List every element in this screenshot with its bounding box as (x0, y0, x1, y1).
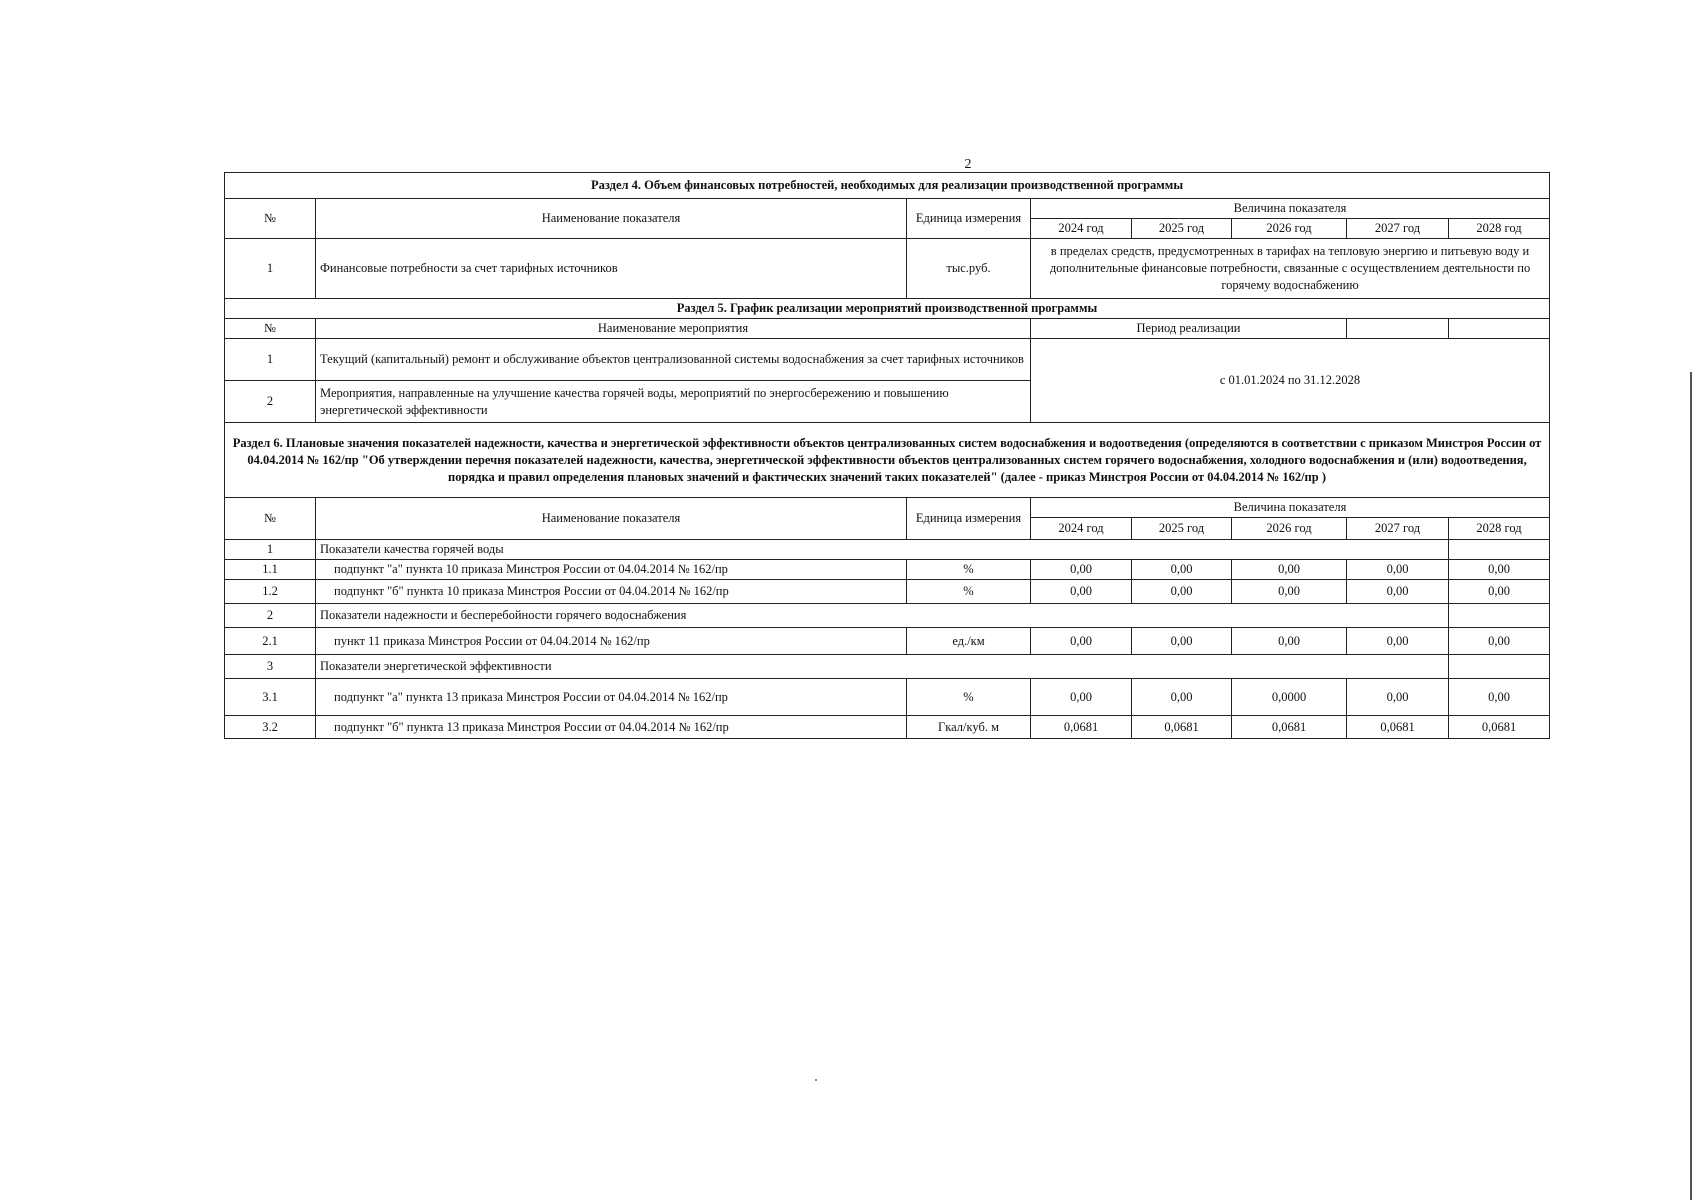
indicator-value: 0,0681 (1449, 716, 1550, 739)
section6-year: 2025 год (1132, 518, 1232, 540)
document-body (224, 172, 1549, 739)
indicator-no: 3.1 (225, 679, 316, 716)
indicator-value: 0,00 (1031, 679, 1132, 716)
indicator-value: 0,00 (1449, 679, 1550, 716)
section4-row-name: Финансовые потребности за счет тарифных источников (316, 239, 907, 299)
section6-year: 2024 год (1031, 518, 1132, 540)
section5-col-period: Период реализации (1031, 319, 1347, 339)
indicator-value: 0,00 (1132, 679, 1232, 716)
indicator-value: 0,00 (1232, 628, 1347, 655)
indicator-value: 0,0000 (1232, 679, 1347, 716)
section4-col-no: № (225, 199, 316, 239)
indicator-name: подпункт "а" пункта 10 приказа Минстроя России от 04.04.2014 № 162/пр (316, 560, 907, 580)
section6-year: 2027 год (1347, 518, 1449, 540)
group-name: Показатели надежности и бесперебойности горячего водоснабжения (316, 604, 1449, 628)
section4-row-unit: тыс.руб. (907, 239, 1031, 299)
indicator-no: 1.1 (225, 560, 316, 580)
indicator-name: подпункт "а" пункта 13 приказа Минстроя России от 04.04.2014 № 162/пр (316, 679, 907, 716)
indicator-value: 0,00 (1232, 560, 1347, 580)
indicator-value: 0,00 (1347, 560, 1449, 580)
group-no: 3 (225, 655, 316, 679)
indicator-name: пункт 11 приказа Минстроя России от 04.04.2014 № 162/пр (316, 628, 907, 655)
indicator-value: 0,00 (1132, 580, 1232, 604)
section6-title: Раздел 6. Плановые значения показателей надежности, качества и энергетической эффективности объектов централизованных систем водоснабжения и водоотведения (определяются в соответствии с приказом Минстроя России от 04.04.2014 № 162/пр "Об утверждении перечня показателей надежности, качества, энергетической эффективности объектов централизованных систем горячего водоснабжения, холодного водоснабжения и (или) водоотведения, порядка и правил определения плановых значений и фактических значений таких показателей" (далее - приказ Минстроя России от 04.04.2014 № 162/пр ) (225, 423, 1550, 498)
section4-year: 2025 год (1132, 219, 1232, 239)
section4-col-value: Величина показателя (1031, 199, 1550, 219)
indicator-unit: % (907, 580, 1031, 604)
scan-speck (815, 1079, 817, 1081)
section4-year: 2026 год (1232, 219, 1347, 239)
section5-row-no: 2 (225, 381, 316, 423)
indicator-unit: % (907, 679, 1031, 716)
indicator-no: 3.2 (225, 716, 316, 739)
section5-row-name: Текущий (капитальный) ремонт и обслуживание объектов централизованной системы водоснабжения за счет тарифных источников (316, 339, 1031, 381)
indicator-unit: % (907, 560, 1031, 580)
indicator-unit: Гкал/куб. м (907, 716, 1031, 739)
scan-edge-line (1690, 372, 1692, 1200)
indicator-value: 0,00 (1347, 628, 1449, 655)
section6-col-name: Наименование показателя (316, 498, 907, 540)
indicator-no: 1.2 (225, 580, 316, 604)
indicator-value: 0,00 (1132, 628, 1232, 655)
section4-year: 2028 год (1449, 219, 1550, 239)
page-number: 2 (964, 157, 972, 172)
section6-col-unit: Единица измерения (907, 498, 1031, 540)
indicator-value: 0,00 (1031, 560, 1132, 580)
section5-col-name: Наименование мероприятия (316, 319, 1031, 339)
section6-year: 2028 год (1449, 518, 1550, 540)
indicator-value: 0,00 (1347, 580, 1449, 604)
program-table (224, 172, 1550, 739)
group-name: Показатели качества горячей воды (316, 540, 1449, 560)
group-no: 2 (225, 604, 316, 628)
indicator-value: 0,00 (1031, 580, 1132, 604)
indicator-value: 0,00 (1132, 560, 1232, 580)
indicator-name: подпункт "б" пункта 13 приказа Минстроя России от 04.04.2014 № 162/пр (316, 716, 907, 739)
empty-cell (1449, 540, 1550, 560)
indicator-value: 0,00 (1031, 628, 1132, 655)
section5-period: с 01.01.2024 по 31.12.2028 (1031, 339, 1550, 423)
indicator-value: 0,00 (1232, 580, 1347, 604)
indicator-value: 0,0681 (1347, 716, 1449, 739)
section5-row-name: Мероприятия, направленные на улучшение качества горячей воды, мероприятий по энергосбережению и повышению энергетической эффективности (316, 381, 1031, 423)
indicator-value: 0,00 (1347, 679, 1449, 716)
section4-year: 2024 год (1031, 219, 1132, 239)
section4-row-value: в пределах средств, предусмотренных в тарифах на тепловую энергию и питьевую воду и дополнительные финансовые потребности, связанные с осуществлением деятельности по горячему водоснабжению (1031, 239, 1550, 299)
section6-col-no: № (225, 498, 316, 540)
section4-col-unit: Единица измерения (907, 199, 1031, 239)
indicator-value: 0,0681 (1232, 716, 1347, 739)
indicator-name: подпункт "б" пункта 10 приказа Минстроя России от 04.04.2014 № 162/пр (316, 580, 907, 604)
section4-year: 2027 год (1347, 219, 1449, 239)
empty-cell (1347, 319, 1449, 339)
group-name: Показатели энергетической эффективности (316, 655, 1449, 679)
section6-year: 2026 год (1232, 518, 1347, 540)
section4-title: Раздел 4. Объем финансовых потребностей, необходимых для реализации производственной программы (225, 173, 1550, 199)
indicator-no: 2.1 (225, 628, 316, 655)
empty-cell (1449, 655, 1550, 679)
section6-col-value: Величина показателя (1031, 498, 1550, 518)
indicator-unit: ед./км (907, 628, 1031, 655)
indicator-value: 0,00 (1449, 580, 1550, 604)
section5-title: Раздел 5. График реализации мероприятий производственной программы (225, 299, 1550, 319)
indicator-value: 0,00 (1449, 560, 1550, 580)
indicator-value: 0,0681 (1031, 716, 1132, 739)
section5-col-no: № (225, 319, 316, 339)
indicator-value: 0,00 (1449, 628, 1550, 655)
section5-row-no: 1 (225, 339, 316, 381)
group-no: 1 (225, 540, 316, 560)
empty-cell (1449, 319, 1550, 339)
section4-col-name: Наименование показателя (316, 199, 907, 239)
section4-row-no: 1 (225, 239, 316, 299)
indicator-value: 0,0681 (1132, 716, 1232, 739)
empty-cell (1449, 604, 1550, 628)
